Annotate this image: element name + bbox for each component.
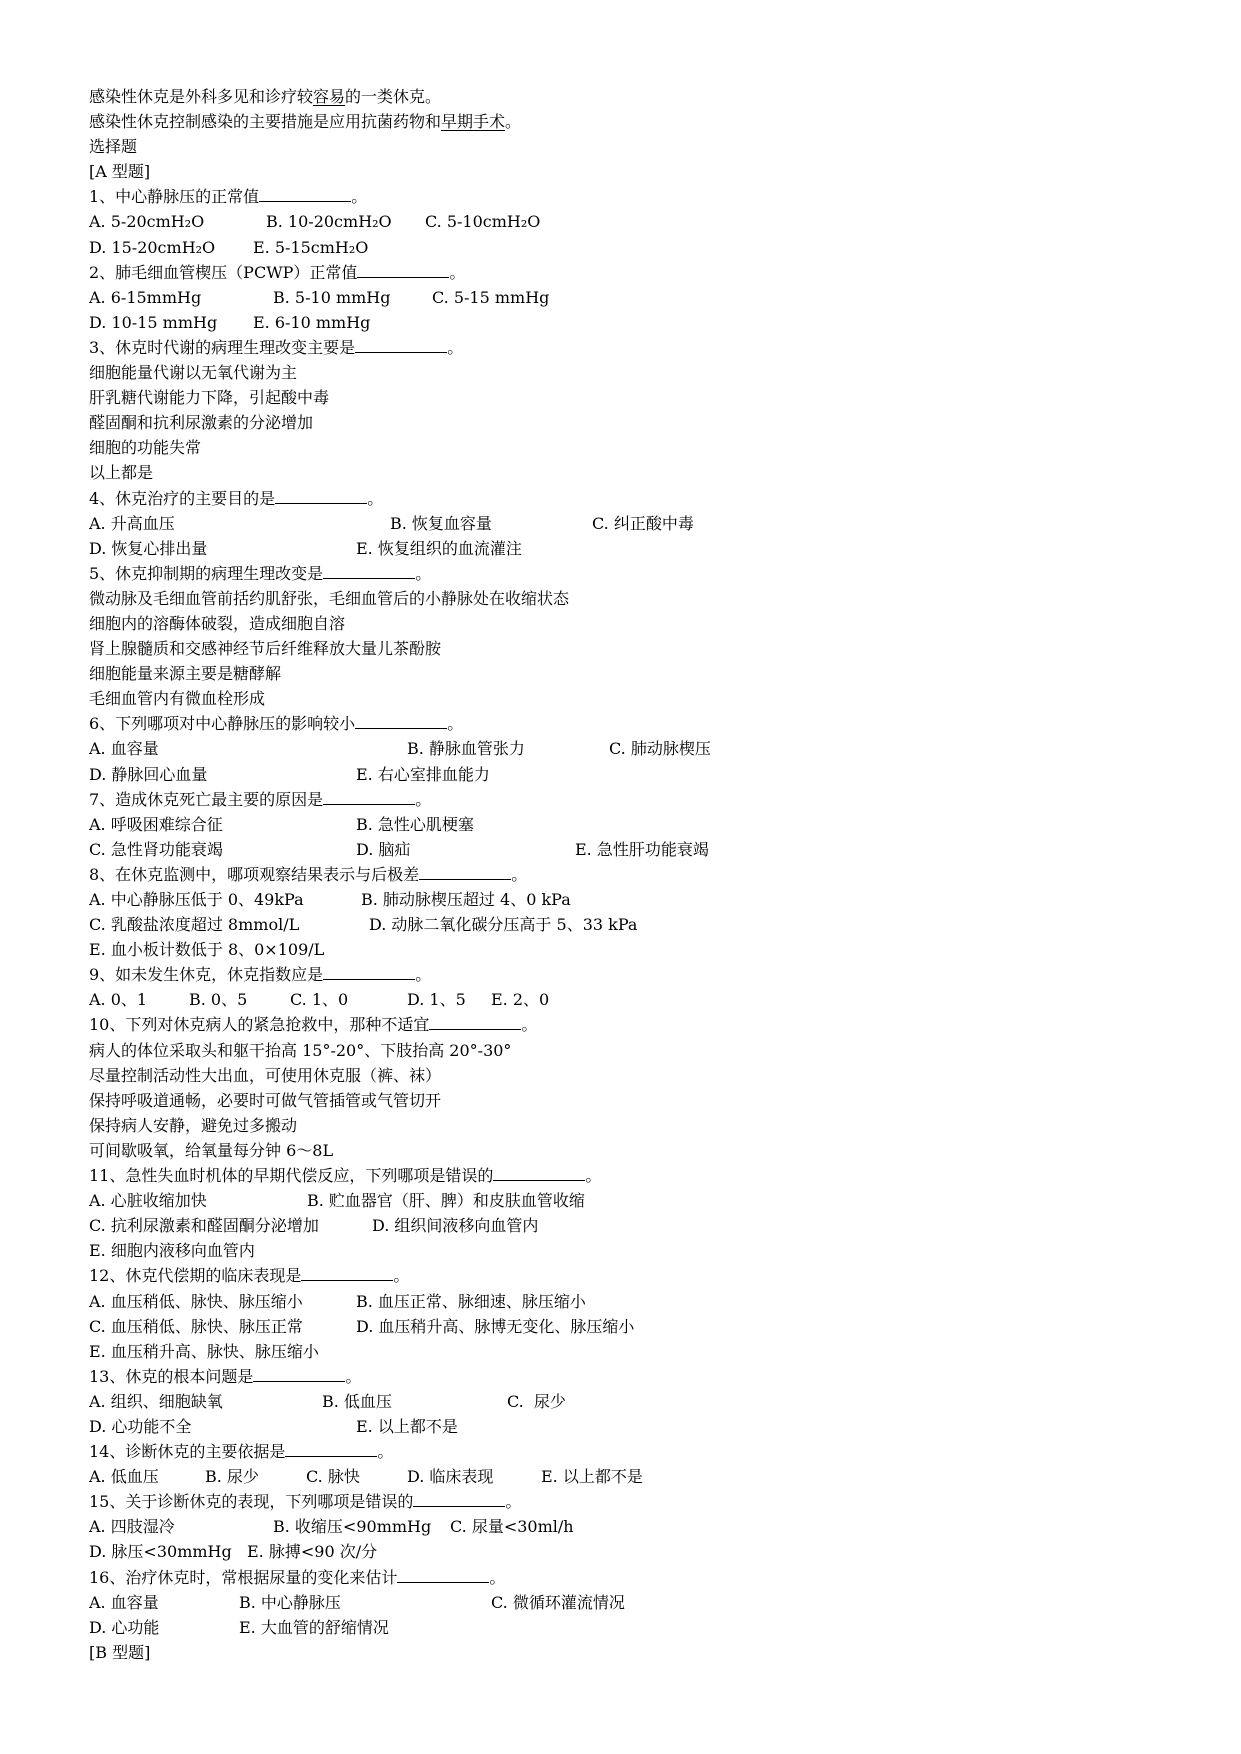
answer-blank: [413, 1491, 505, 1507]
choice-text: 毛细血管内有微血栓形成: [89, 689, 266, 709]
question-3-choice-line: [89, 385, 1149, 410]
option-item: A. 6-15mmHg: [89, 287, 202, 307]
question-5-stem-text: 5、休克抑制期的病理生理改变是: [89, 563, 324, 583]
option-item: A. 中心静脉压低于 0、49kPa: [89, 890, 304, 909]
answer-blank: [397, 1567, 489, 1583]
option-item: D. 恢复心排出量: [89, 538, 208, 558]
question-4-stem-end: 。: [367, 488, 384, 508]
option-item: A. 四肢湿冷: [89, 1517, 175, 1537]
option-item: D. 临床表现: [407, 1467, 494, 1487]
option-item: E. 血压稍升高、脉快、脉压缩小: [89, 1341, 319, 1361]
question-15-options-row: [89, 1514, 1149, 1539]
question-15-stem-text: 15、关于诊断休克的表现，下列哪项是错误的: [89, 1492, 414, 1512]
statement-2-end: 。: [505, 112, 522, 132]
question-7-options-row: [89, 837, 1149, 862]
question-3-choice-line: [89, 435, 1149, 460]
question-2-stem-text: 2、肺毛细血管楔压（PCWP）正常值: [89, 262, 358, 282]
question-4-options-row: [89, 536, 1149, 561]
option-item: C. 脉快: [306, 1467, 360, 1487]
answer-blank: [419, 864, 511, 880]
option-item: C. 5-15 mmHg: [432, 287, 550, 307]
answer-blank: [301, 1265, 393, 1281]
option-item: A. 低血压: [89, 1467, 159, 1487]
option-item: A. 组织、细胞缺氧: [89, 1391, 223, 1411]
option-item: E. 2、0: [491, 990, 550, 1010]
choice-text: 微动脉及毛细血管前括约肌舒张，毛细血管后的小静脉处在收缩状态: [89, 588, 570, 608]
option-item: B. 收缩压<90mmHg: [273, 1517, 432, 1537]
statement-2: [89, 109, 1149, 134]
option-item: B. 贮血器官（肝、脾）和皮肤血管收缩: [307, 1191, 585, 1211]
option-item: C. 5-10cmH₂O: [425, 212, 541, 232]
option-item: D. 动脉二氧化碳分压高于 5、33 kPa: [369, 915, 638, 935]
option-item: D. 血压稍升高、脉博无变化、脉压缩小: [356, 1316, 635, 1336]
exam-document: [89, 84, 1149, 1665]
b-type-heading-text: [B 型题]: [89, 1642, 151, 1662]
question-16-options-row: [89, 1615, 1149, 1640]
choice-text: 细胞能量代谢以无氧代谢为主: [89, 363, 298, 383]
question-9-stem-end: 。: [415, 965, 432, 985]
option-item: A. 0、1: [89, 990, 148, 1010]
question-7-options-row: [89, 812, 1149, 837]
question-1-stem-end: 。: [351, 187, 368, 207]
option-item: B. 5-10 mmHg: [273, 287, 391, 307]
question-5-choice-line: [89, 611, 1149, 636]
option-item: B. 恢复血容量: [390, 513, 492, 533]
option-item: C. 尿少: [507, 1391, 566, 1411]
option-item: D. 心功能: [89, 1617, 160, 1637]
question-8-options-row: [89, 912, 1149, 937]
question-12-stem-end: 。: [393, 1266, 410, 1286]
a-type-heading-text: [A 型题]: [89, 162, 151, 182]
answer-blank: [323, 964, 415, 980]
question-7-stem: [89, 787, 1149, 812]
question-3-choice-line: [89, 360, 1149, 385]
choice-text: 细胞的功能失常: [89, 438, 202, 458]
option-item: E. 5-15cmH₂O: [253, 237, 369, 257]
answer-blank: [429, 1014, 521, 1030]
question-7-stem-text: 7、造成休克死亡最主要的原因是: [89, 789, 324, 809]
statement-1-text: 感染性休克是外科多见和诊疗较: [89, 87, 314, 106]
question-3-stem-end: 。: [447, 337, 464, 357]
section-title-text: 选择题: [89, 137, 138, 157]
option-item: D. 脉压<30mmHg: [89, 1542, 232, 1562]
option-item: C. 纠正酸中毒: [592, 513, 694, 533]
question-5-stem: [89, 561, 1149, 586]
question-8-stem-text: 8、在休克监测中，哪项观察结果表示与后极差: [89, 864, 420, 884]
question-16-stem: [89, 1565, 1149, 1590]
option-item: B. 肺动脉楔压超过 4、0 kPa: [361, 890, 571, 909]
question-5-choice-line: [89, 686, 1149, 711]
question-5-choice-line: [89, 586, 1149, 611]
question-8-options-row: [89, 937, 1149, 962]
option-item: D. 脑疝: [356, 839, 411, 859]
question-14-stem-end: 。: [377, 1442, 394, 1462]
question-13-stem-text: 13、休克的根本问题是: [89, 1366, 254, 1386]
question-10-stem-end: 。: [521, 1015, 538, 1035]
question-15-stem-end: 。: [505, 1492, 522, 1512]
answer-blank: [259, 186, 351, 202]
option-item: A. 血压稍低、脉快、脉压缩小: [89, 1291, 303, 1311]
option-item: A. 呼吸困难综合征: [89, 814, 223, 834]
question-15-stem: [89, 1489, 1149, 1514]
answer-blank: [493, 1165, 585, 1181]
b-type-heading: [89, 1640, 1149, 1665]
answer-blank: [355, 337, 447, 353]
question-2-stem: [89, 260, 1149, 285]
question-11-options-row: [89, 1213, 1149, 1238]
option-item: A. 血容量: [89, 1592, 159, 1612]
option-item: B. 血压正常、脉细速、脉压缩小: [356, 1291, 586, 1311]
question-13-options-row: [89, 1389, 1149, 1414]
choice-text: 肾上腺髓质和交感神经节后纤维释放大量儿茶酚胺: [89, 639, 442, 659]
option-item: B. 中心静脉压: [239, 1592, 341, 1612]
option-item: A. 5-20cmH₂O: [89, 212, 205, 232]
option-item: B. 低血压: [322, 1391, 392, 1411]
statement-1-underlined-answer: 容易: [313, 87, 346, 106]
question-10-choice-line: [89, 1063, 1149, 1088]
option-item: A. 血容量: [89, 739, 159, 759]
statement-2-text: 感染性休克控制感染的主要措施是应用抗菌药物和: [89, 112, 442, 132]
option-item: B. 尿少: [205, 1467, 259, 1487]
choice-text: 醛固酮和抗利尿激素的分泌增加: [89, 413, 314, 433]
question-1-options-row: [89, 209, 1149, 234]
question-14-stem-text: 14、诊断休克的主要依据是: [89, 1442, 286, 1462]
question-9-options-row: [89, 987, 1149, 1012]
option-item: A. 心脏收缩加快: [89, 1191, 207, 1211]
question-14-options-row: [89, 1464, 1149, 1489]
option-item: E. 6-10 mmHg: [253, 312, 371, 332]
question-16-stem-text: 16、治疗休克时，常根据尿量的变化来估计: [89, 1567, 398, 1587]
question-10-stem: [89, 1012, 1149, 1037]
question-6-stem-end: 。: [447, 714, 464, 734]
option-item: C. 抗利尿激素和醛固酮分泌增加: [89, 1216, 319, 1236]
question-8-stem: [89, 862, 1149, 887]
question-6-stem: [89, 711, 1149, 736]
option-item: B. 0、5: [189, 990, 248, 1010]
option-item: C. 急性肾功能衰竭: [89, 839, 223, 859]
question-1-options-row: [89, 235, 1149, 260]
answer-blank: [285, 1441, 377, 1457]
option-item: C. 尿量<30ml/h: [450, 1517, 574, 1537]
option-item: B. 10-20cmH₂O: [266, 212, 392, 232]
option-item: B. 急性心肌梗塞: [356, 814, 474, 834]
question-8-options-row: [89, 887, 1149, 912]
statement-1-end: 的一类休克。: [345, 87, 442, 106]
question-11-options-row: [89, 1188, 1149, 1213]
option-item: A. 升高血压: [89, 513, 175, 533]
question-9-stem-text: 9、如未发生休克，休克指数应是: [89, 965, 324, 985]
question-11-stem-end: 。: [585, 1166, 602, 1186]
option-item: E. 细胞内液移向血管内: [89, 1241, 255, 1261]
answer-blank: [355, 713, 447, 729]
option-item: D. 10-15 mmHg: [89, 312, 218, 332]
choice-text: 病人的体位采取头和躯干抬高 15°-20°、下肢抬高 20°-30°: [89, 1040, 512, 1060]
choice-text: 以上都是: [89, 463, 154, 483]
choice-text: 可间歇吸氧，给氧量每分钟 6～8L: [89, 1140, 334, 1160]
question-12-stem: [89, 1263, 1149, 1288]
option-item: E. 脉搏<90 次/分: [247, 1542, 378, 1562]
option-item: D. 心功能不全: [89, 1416, 192, 1436]
question-11-options-row: [89, 1238, 1149, 1263]
question-10-stem-text: 10、下列对休克病人的紧急抢救中，那种不适宜: [89, 1015, 430, 1035]
question-6-options-row: [89, 736, 1149, 761]
question-13-stem-end: 。: [345, 1366, 362, 1386]
option-item: D. 静脉回心血量: [89, 764, 208, 784]
question-3-stem: [89, 335, 1149, 360]
question-7-stem-end: 。: [415, 789, 432, 809]
question-10-choice-line: [89, 1138, 1149, 1163]
question-10-choice-line: [89, 1038, 1149, 1063]
question-6-options-row: [89, 762, 1149, 787]
question-14-stem: [89, 1439, 1149, 1464]
choice-text: 保持呼吸道通畅，必要时可做气管插管或气管切开: [89, 1090, 442, 1110]
answer-blank: [357, 262, 449, 278]
option-item: D. 组织间液移向血管内: [372, 1216, 539, 1236]
option-item: C. 乳酸盐浓度超过 8mmol/L: [89, 915, 300, 935]
option-item: E. 急性肝功能衰竭: [575, 839, 709, 859]
question-11-stem-text: 11、急性失血时机体的早期代偿反应，下列哪项是错误的: [89, 1166, 494, 1186]
section-title: [89, 134, 1149, 159]
choice-text: 保持病人安静，避免过多搬动: [89, 1115, 298, 1135]
statement-2-underlined-answer: 早期手术: [441, 112, 506, 132]
question-5-stem-end: 。: [415, 563, 432, 583]
option-item: E. 恢复组织的血流灌注: [356, 538, 522, 558]
question-10-choice-line: [89, 1113, 1149, 1138]
question-3-stem-text: 3、休克时代谢的病理生理改变主要是: [89, 337, 356, 357]
option-item: C. 微循环灌流情况: [491, 1592, 625, 1612]
option-item: E. 大血管的舒缩情况: [239, 1617, 389, 1637]
question-6-stem-text: 6、下列哪项对中心静脉压的影响较小: [89, 714, 356, 734]
answer-blank: [323, 789, 415, 805]
question-8-stem-end: 。: [511, 864, 528, 884]
question-10-choice-line: [89, 1088, 1149, 1113]
question-16-options-row: [89, 1590, 1149, 1615]
answer-blank: [253, 1366, 345, 1382]
option-item: C. 1、0: [290, 990, 349, 1010]
question-9-stem: [89, 962, 1149, 987]
choice-text: 尽量控制活动性大出血，可使用休克服（裤、袜）: [89, 1065, 442, 1085]
question-13-options-row: [89, 1414, 1149, 1439]
option-item: E. 右心室排血能力: [356, 764, 490, 784]
choice-text: 肝乳糖代谢能力下降，引起酸中毒: [89, 388, 330, 408]
answer-blank: [323, 563, 415, 579]
statement-1: [89, 84, 1149, 109]
question-5-choice-line: [89, 661, 1149, 686]
question-2-stem-end: 。: [449, 262, 466, 282]
question-4-options-row: [89, 511, 1149, 536]
question-4-stem-text: 4、休克治疗的主要目的是: [89, 488, 276, 508]
question-12-options-row: [89, 1314, 1149, 1339]
option-item: B. 静脉血管张力: [407, 739, 525, 759]
question-12-stem-text: 12、休克代偿期的临床表现是: [89, 1266, 302, 1286]
question-1-stem: [89, 184, 1149, 209]
option-item: D. 1、5: [407, 990, 466, 1010]
question-12-options-row: [89, 1339, 1149, 1364]
option-item: D. 15-20cmH₂O: [89, 237, 216, 257]
question-1-stem-text: 1、中心静脉压的正常值: [89, 187, 260, 207]
question-3-choice-line: [89, 410, 1149, 435]
question-11-stem: [89, 1163, 1149, 1188]
question-16-stem-end: 。: [489, 1567, 506, 1587]
option-item: E. 血小板计数低于 8、0×109/L: [89, 940, 325, 960]
choice-text: 细胞内的溶酶体破裂，造成细胞自溶: [89, 613, 346, 633]
question-4-stem: [89, 486, 1149, 511]
a-type-heading: [89, 159, 1149, 184]
option-item: E. 以上都不是: [541, 1467, 643, 1487]
choice-text: 细胞能量来源主要是糖酵解: [89, 664, 282, 684]
option-item: C. 肺动脉楔压: [609, 739, 711, 759]
question-2-options-row: [89, 285, 1149, 310]
option-item: C. 血压稍低、脉快、脉压正常: [89, 1316, 303, 1336]
question-12-options-row: [89, 1289, 1149, 1314]
question-15-options-row: [89, 1539, 1149, 1564]
question-13-stem: [89, 1364, 1149, 1389]
question-2-options-row: [89, 310, 1149, 335]
answer-blank: [275, 488, 367, 504]
option-item: E. 以上都不是: [356, 1416, 458, 1436]
question-3-choice-line: [89, 460, 1149, 485]
question-list: [89, 184, 1149, 1639]
question-5-choice-line: [89, 636, 1149, 661]
